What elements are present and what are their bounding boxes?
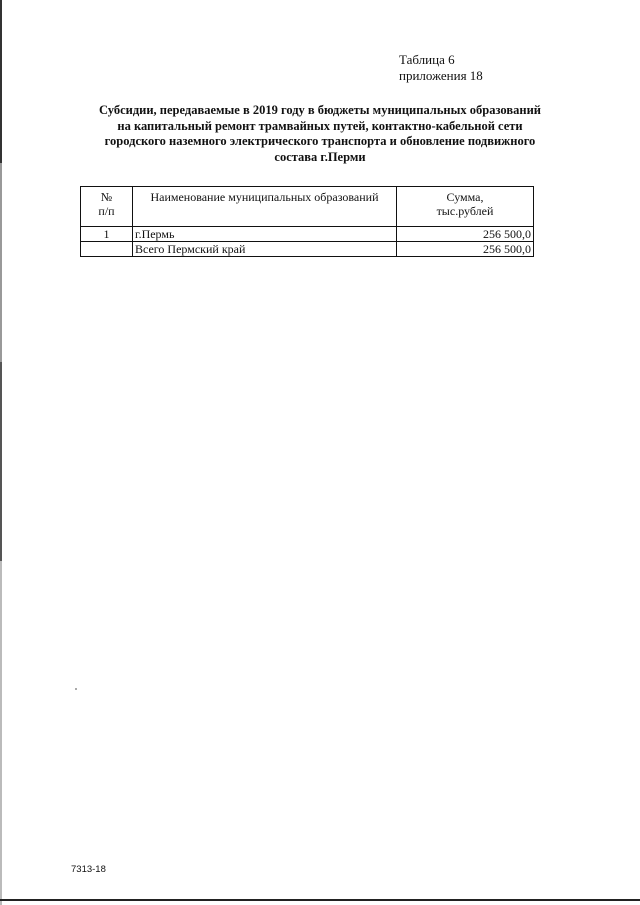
- bottom-edge-line: [0, 899, 640, 901]
- header-number-line-2: п/п: [98, 204, 115, 218]
- header-sum-line-2: тыс.рублей: [436, 204, 494, 218]
- cell-name: Всего Пермский край: [133, 242, 397, 257]
- header-number-line-1: №: [100, 190, 113, 204]
- table-total-row: [81, 242, 534, 257]
- table-reference: [399, 52, 483, 84]
- heading-line-1: Субсидии, передаваемые в 2019 году в бюджеты муниципальных образований: [99, 103, 541, 117]
- cell-sum: 256 500,0: [397, 227, 534, 242]
- heading-line-4: состава г.Перми: [274, 149, 366, 164]
- header-number: [81, 187, 133, 227]
- document-number: 7313-18: [71, 864, 106, 875]
- scan-edge: [0, 0, 2, 905]
- cell-number: [81, 242, 133, 257]
- table-row: [81, 227, 534, 242]
- document-heading: [80, 103, 560, 165]
- table-reference-line-2: приложения 18: [399, 68, 483, 83]
- scan-speck: [75, 688, 77, 690]
- header-sum: [397, 187, 534, 227]
- table-header-row: [81, 187, 534, 227]
- heading-line-2: на капитальный ремонт трамвайных путей, контактно-кабельной сети: [117, 118, 523, 133]
- heading-line-3: городского наземного электрического транспорта и обновление подвижного: [104, 134, 536, 148]
- table-reference-line-1: Таблица 6: [399, 52, 455, 67]
- cell-sum: 256 500,0: [397, 242, 534, 257]
- cell-name: г.Пермь: [133, 227, 397, 242]
- cell-number: 1: [81, 227, 133, 242]
- header-name: Наименование муниципальных образований: [133, 187, 397, 227]
- subsidy-table: [80, 186, 534, 257]
- header-sum-line-1: Сумма,: [446, 190, 484, 204]
